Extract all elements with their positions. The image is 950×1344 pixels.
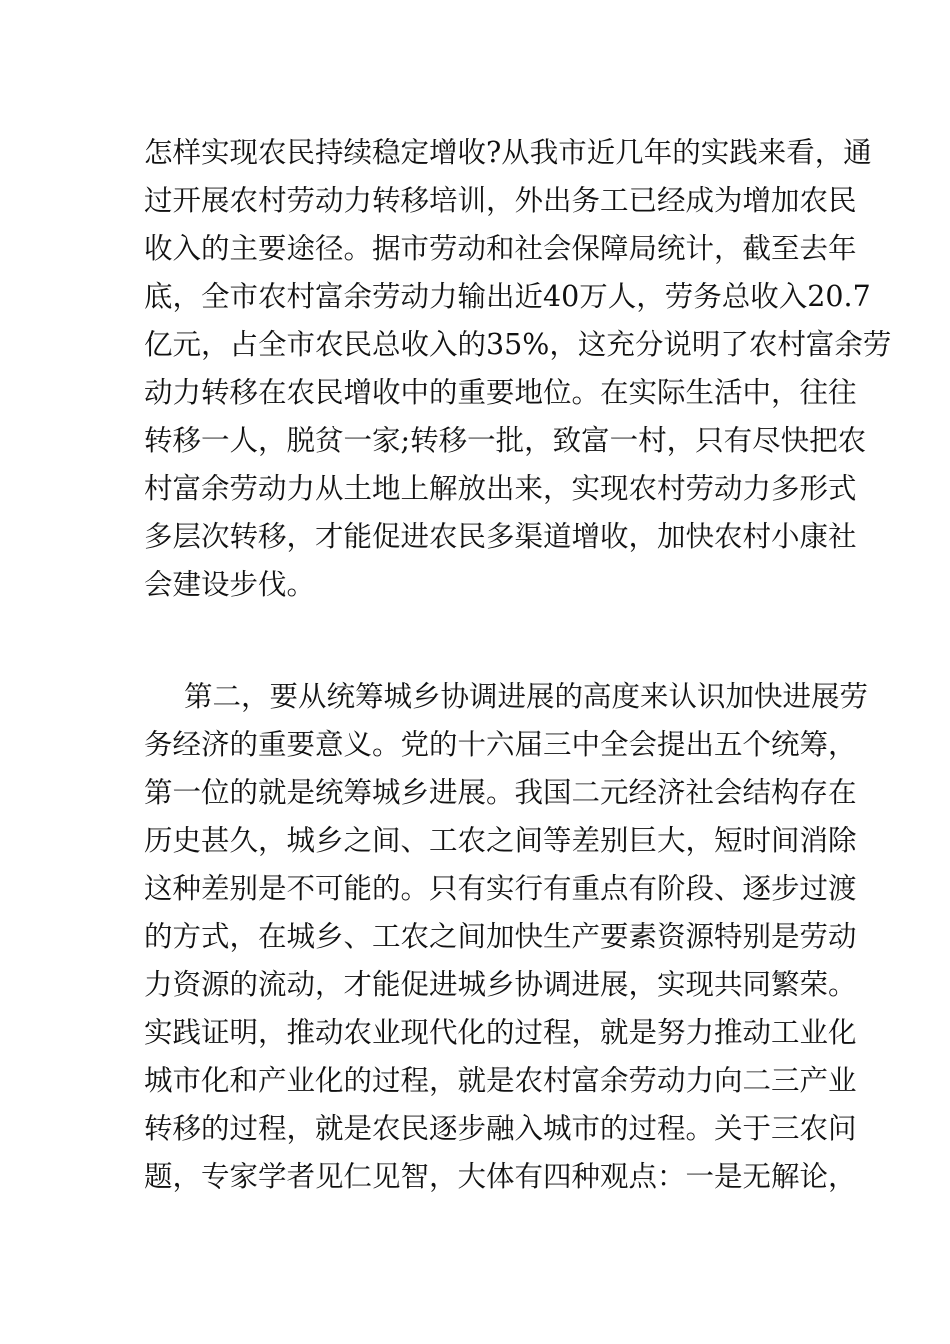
paragraph-2-line-6: 的方式，在城乡、工农之间加快生产要素资源特别是劳动 <box>144 920 857 953</box>
paragraph-1-line-5: 亿元，占全市农民总收入的35%，这充分说明了农村富余劳 <box>144 328 892 361</box>
paragraph-1-line-10: 会建设步伐。 <box>144 568 316 601</box>
paragraph-2-line-5: 这种差别是不可能的。只有实行有重点有阶段、逐步过渡 <box>144 872 857 905</box>
paragraph-2-line-3: 第一位的就是统筹城乡进展。我国二元经济社会结构存在 <box>144 776 857 809</box>
paragraph-1-line-9: 多层次转移，才能促进农民多渠道增收，加快农村小康社 <box>144 520 857 553</box>
paragraph-2-line-9: 城市化和产业化的过程，就是农村富余劳动力向二三产业 <box>144 1064 857 1097</box>
paragraph-2-line-1: 第二，要从统筹城乡协调进展的高度来认识加快进展劳 <box>184 680 869 713</box>
paragraph-1-line-3: 收入的主要途径。据市劳动和社会保障局统计，截至去年 <box>144 232 857 265</box>
paragraph-1-line-1: 怎样实现农民持续稳定增收?从我市近几年的实践来看，通 <box>144 136 872 169</box>
paragraph-2-line-4: 历史甚久，城乡之间、工农之间等差别巨大，短时间消除 <box>144 824 857 857</box>
paragraph-1-line-4: 底，全市农村富余劳动力输出近40万人，劳务总收入20.7 <box>144 280 871 313</box>
paragraph-2-line-7: 力资源的流动，才能促进城乡协调进展，实现共同繁荣。 <box>144 968 857 1001</box>
paragraph-2-line-2: 务经济的重要意义。党的十六届三中全会提出五个统筹， <box>144 728 857 761</box>
paragraph-1-line-2: 过开展农村劳动力转移培训，外出务工已经成为增加农民 <box>144 184 857 217</box>
paragraph-2-line-8: 实践证明，推动农业现代化的过程，就是努力推动工业化 <box>144 1016 857 1049</box>
paragraph-2-line-11: 题，专家学者见仁见智，大体有四种观点：一是无解论， <box>144 1160 857 1193</box>
paragraph-1-line-7: 转移一人，脱贫一家;转移一批，致富一村，只有尽快把农 <box>144 424 867 457</box>
paragraph-2-line-10: 转移的过程，就是农民逐步融入城市的过程。关于三农问 <box>144 1112 857 1145</box>
paragraph-1-line-6: 动力转移在农民增收中的重要地位。在实际生活中，往往 <box>144 376 857 409</box>
paragraph-1-line-8: 村富余劳动力从土地上解放出来，实现农村劳动力多形式 <box>144 472 857 505</box>
